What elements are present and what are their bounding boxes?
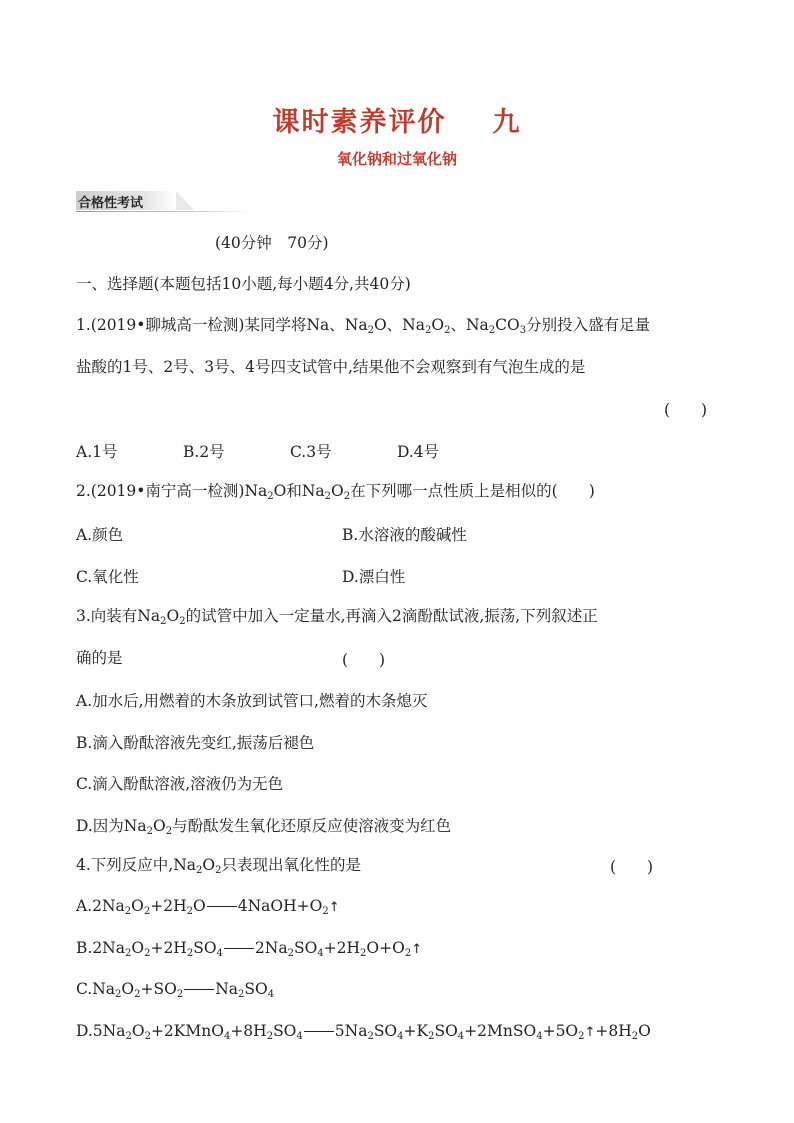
q4-option-c: $C.Na_2O_2+SO_2$ $Na_2SO_4$ (76, 980, 275, 1000)
q2-text-a: 2.(2019•南宁高一检测)Na (76, 482, 268, 500)
q1-option-c: C.3号 (290, 443, 332, 461)
q4-option-b: $B.2Na_2O_2+2H_2SO_4$ $2Na_2SO_4+2H_2O+O_2↑$ (76, 939, 423, 959)
section-tag-label: 合格性考试 (78, 196, 144, 211)
q4-answer-paren: ( ) (610, 858, 654, 876)
q2-option-b: B.水溶液的酸碱性 (342, 526, 467, 544)
q1-answer-paren: ( ) (664, 401, 708, 419)
title-number: 九 (492, 107, 522, 138)
page-subtitle: 氧化钠和过氧化钠 (336, 150, 457, 168)
q1-option-b: B.2号 (183, 443, 225, 461)
q3-text-a: 3.向装有Na (76, 607, 161, 625)
q3-option-a: A.加水后,用燃着的木条放到试管口,燃着的木条熄灭 (76, 692, 428, 710)
q3-option-d: D.因为$Na_2O_2$与酚酞发生氧化还原反应使溶液变为红色 (76, 817, 452, 837)
q4-text-b: 只表现出氧化性的是 (221, 856, 362, 874)
question-3-line1: 3.向装有$Na_2O_2$的试管中加入一定量水,再滴入2滴酚酞试液,振荡,下列叙述正 (76, 607, 598, 627)
q2-option-c: C.氧化性 (76, 568, 139, 586)
section-tag-underline (76, 211, 251, 212)
q4-option-d: $D.5Na_2O_2+2KMnO_4+8H_2SO_4$ $5Na_2SO_4+K_2SO_4+2MnSO_4+5O_2↑+8H_2O$ (76, 1022, 651, 1042)
q3-option-c: C.滴入酚酞溶液,溶液仍为无色 (76, 775, 284, 793)
time-info: (40分钟 70分) (215, 234, 329, 252)
q2-option-a: A.颜色 (76, 526, 124, 544)
q2-answer-paren: ( ) (551, 482, 595, 500)
q4-option-a: $A.2Na_2O_2+2H_2O$ $4NaOH+O_2↑$ (76, 897, 340, 917)
q4-text-a: 4.下列反应中,Na (76, 856, 197, 874)
question-2: 2.(2019•南宁高一检测)$Na_2O$和$Na_2O_2$在下列哪一点性质上是相似的( ) (76, 482, 595, 502)
question-4: 4.下列反应中$,Na_2O_2$只表现出氧化性的是 (76, 856, 362, 876)
question-1-line1: 1.(2019•聊城高一检测)某同学将Na、$Na_2O$、$Na_2O_2$、$Na_2CO_3$分别投入盛有足量 (76, 316, 651, 336)
part-heading: 一、选择题(本题包括10小题,每小题4分,共40分) (76, 275, 411, 293)
page-title (0, 100, 794, 139)
q3-text-b: 的试管中加入一定量水,再滴入2滴酚酞试液,振荡,下列叙述正 (185, 607, 598, 625)
q2-option-d: D.漂白性 (342, 568, 406, 586)
q1-option-d: D.4号 (397, 443, 440, 461)
q3-answer-paren: ( ) (342, 651, 386, 669)
title-text: 课时素养评价 (272, 107, 447, 138)
q1-text-a: 1.(2019•聊城高一检测)某同学将Na、Na (76, 316, 368, 334)
question-1-line2: 盐酸的1号、2号、3号、4号四支试管中,结果他不会观察到有气泡生成的是 (76, 358, 586, 376)
question-3-line2: 确的是 (76, 649, 123, 667)
section-tag (76, 191, 256, 210)
q3-option-b: B.滴入酚酞溶液先变红,振荡后褪色 (76, 734, 315, 752)
q3-option-d-b: 与酚酞发生氧化还原反应使溶液变为红色 (172, 817, 452, 835)
q3-option-d-a: D.因为Na (76, 817, 147, 835)
q1-option-a: A.1号 (76, 443, 118, 461)
